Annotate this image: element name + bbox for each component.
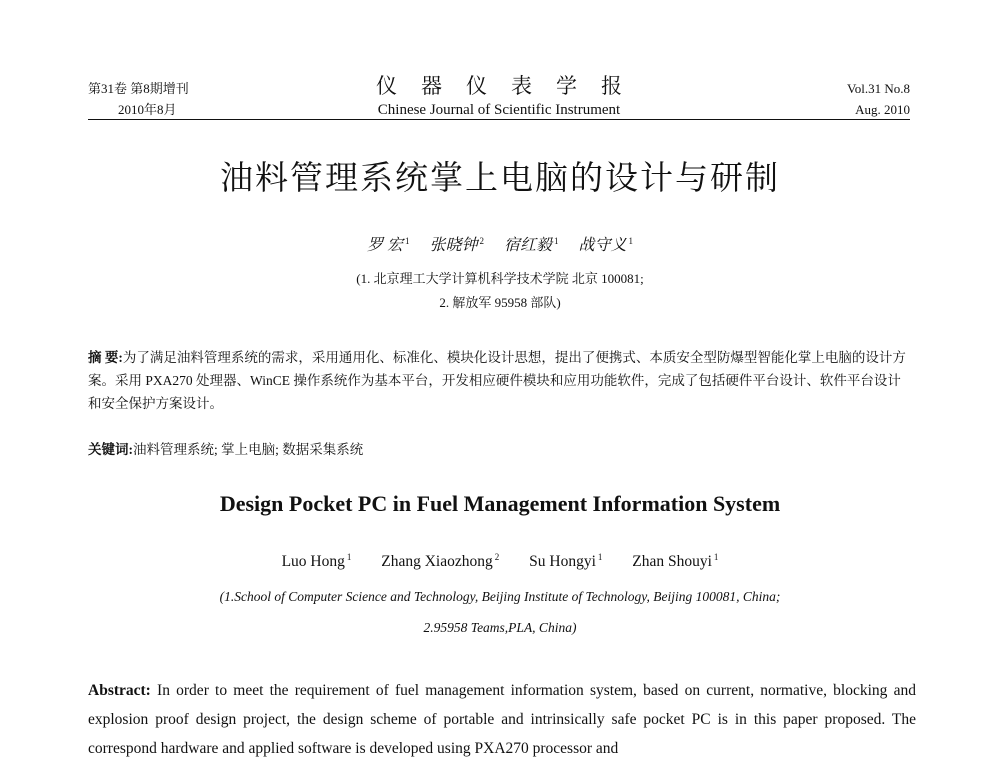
journal-name-cn: 仪器仪表学报	[376, 74, 646, 98]
paper-title-cn: 油料管理系统掌上电脑的设计与研制	[220, 158, 780, 197]
abstract-cn-text: 为了满足油料管理系统的需求，采用通用化、标准化、模块化设计思想，提出了便携式、本质安全型防爆型智能化掌上电脑的设计方案。采用 PXA270 处理器、WinCE 操作系统作为基本平台，开发相应硬件模块和应用功能软件，完成了包括硬件平台设计、软件平台设计和安全保护方案设计。	[88, 350, 906, 411]
author-name: Zhang Xiaozhong	[381, 553, 493, 571]
author-en	[381, 553, 499, 570]
author-affiliation-mark: 1	[346, 552, 352, 562]
abstract-cn	[88, 346, 912, 415]
author-affiliation-mark: 2	[494, 552, 500, 562]
author-list-cn	[0, 232, 1000, 255]
author-name: 宿红毅	[504, 237, 553, 254]
journal-name	[338, 72, 660, 120]
keywords-cn	[88, 438, 912, 458]
author-list-en	[0, 552, 1000, 571]
author-cn	[579, 237, 634, 254]
abstract-en-label: Abstract:	[88, 682, 151, 699]
keywords-cn-text: 油料管理系统; 掌上电脑; 数据采集系统	[133, 442, 364, 457]
author-name: Zhan Shouyi	[632, 553, 712, 571]
volume-info-en	[847, 78, 910, 120]
author-name: 战守义	[578, 237, 627, 254]
author-affiliation-mark: 1	[404, 235, 410, 246]
paper-title-en: Design Pocket PC in Fuel Management Information System	[219, 491, 781, 516]
author-affiliation-mark: 1	[713, 552, 719, 562]
author-name: Su Hongyi	[529, 553, 596, 571]
author-name: 罗 宏	[366, 237, 403, 254]
volume-issue-en: Vol.31 No.8	[847, 81, 910, 96]
date-cn: 2010年8月	[118, 102, 177, 117]
affiliation-cn-line1: (1. 北京理工大学计算机科学技术学院 北京 100081;	[356, 271, 644, 286]
issue-info	[88, 78, 189, 120]
affiliation-cn-line2: 2. 解放军 95958 部队)	[439, 295, 561, 310]
author-name: Luo Hong	[281, 553, 345, 571]
abstract-en-text: In order to meet the requirement of fuel management information system, based on current, normative, blocking and explosion proof design project, the design scheme of portable and intrinsically safe pocket PC is in this paper proposed. The correspond hardware and applied software is developed using PXA270 processor and	[88, 682, 916, 757]
author-affiliation-mark: 2	[479, 235, 484, 246]
affiliation-en-line2: 2.95958 Teams,PLA, China)	[423, 620, 577, 635]
author-name: 张晓钟	[429, 237, 478, 254]
author-en	[632, 553, 718, 570]
author-affiliation-mark: 1	[628, 235, 634, 246]
author-affiliation-mark: 1	[554, 235, 559, 246]
author-cn	[367, 237, 410, 254]
date-en: Aug. 2010	[855, 102, 910, 117]
keywords-cn-label: 关键词:	[88, 442, 133, 457]
author-cn	[504, 237, 559, 254]
header-rule	[88, 119, 910, 120]
affiliation-en-line1: (1.School of Computer Science and Technology, Beijing Institute of Technology, Beijing 100081, China;	[219, 589, 781, 604]
abstract-cn-label: 摘 要:	[88, 350, 123, 365]
journal-header	[88, 72, 910, 122]
volume-issue-cn: 第31卷 第8期增刊	[88, 81, 189, 96]
abstract-en	[88, 676, 916, 763]
journal-name-en: Chinese Journal of Scientific Instrument	[377, 102, 621, 118]
author-en	[529, 553, 602, 570]
author-en	[282, 553, 352, 570]
author-affiliation-mark: 1	[597, 552, 603, 562]
author-cn	[429, 237, 484, 254]
